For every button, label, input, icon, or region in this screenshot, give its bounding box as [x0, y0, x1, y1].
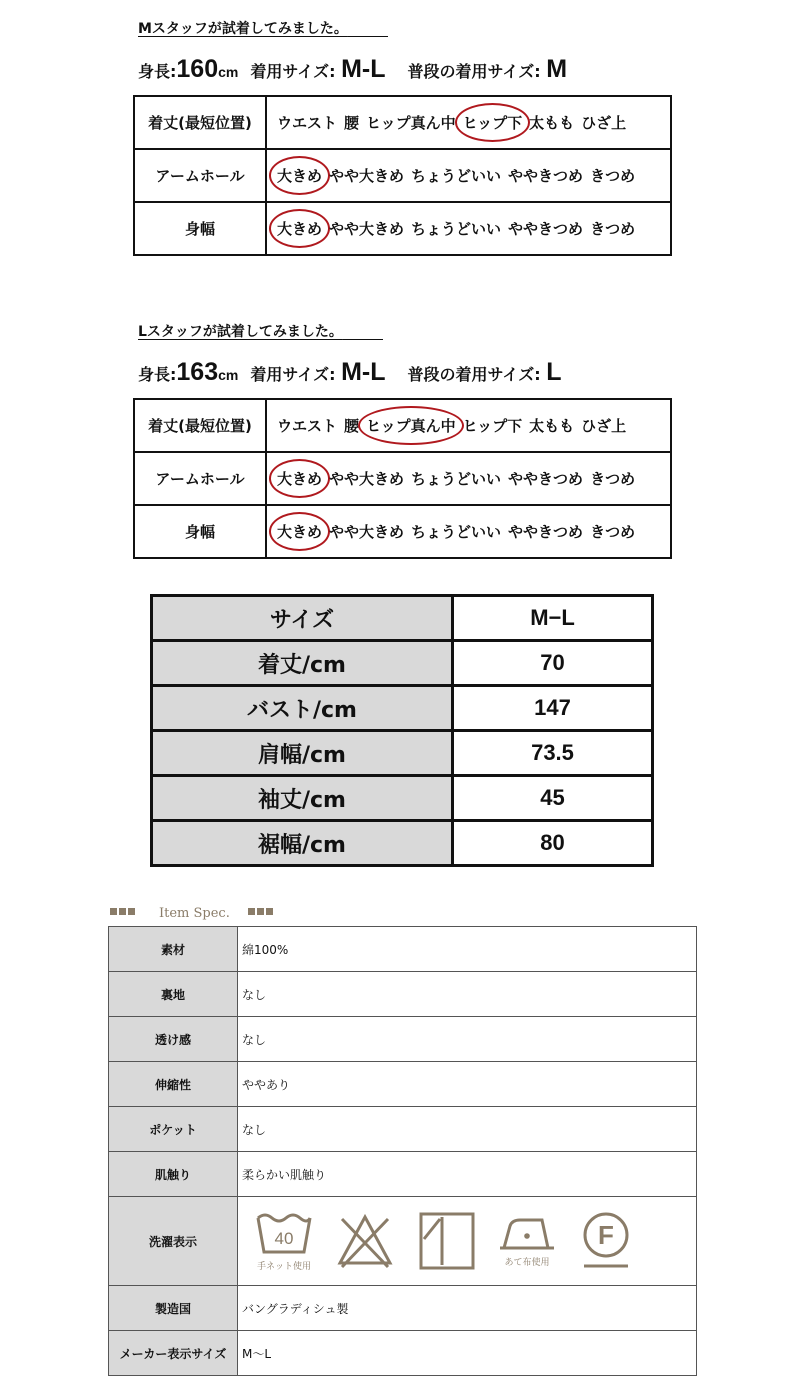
spec-value: なし	[238, 972, 697, 1017]
spec-row	[109, 1107, 697, 1152]
size-value: 70	[453, 641, 653, 686]
size-row	[152, 776, 653, 821]
spec-row	[109, 1286, 697, 1331]
fit-option: きつめ	[590, 220, 636, 238]
item-spec-title: Item Spec.	[159, 906, 230, 921]
fit-row-label: 身幅	[134, 202, 266, 255]
spec-value: 綿100%	[238, 927, 697, 972]
fit-option: ややきつめ	[508, 470, 584, 488]
fit-option: きつめ	[590, 167, 636, 185]
spec-row	[109, 927, 697, 972]
item-spec-table	[108, 926, 697, 1376]
spec-label: 製造国	[109, 1286, 238, 1331]
spec-row	[109, 1017, 697, 1062]
size-row	[152, 596, 653, 641]
usual-size-label: 普段の着用サイズ:	[407, 365, 541, 384]
staff-m-fit-table	[133, 95, 672, 256]
item-spec-heading	[110, 902, 275, 922]
spec-value: なし	[238, 1107, 697, 1152]
size-key: サイズ	[152, 596, 453, 641]
fit-option: ちょうどいい	[411, 220, 502, 238]
fit-option: やや大きめ	[329, 220, 405, 238]
spec-row-care	[109, 1197, 697, 1286]
fit-options	[266, 399, 671, 452]
wash-caption: 手ネット使用	[256, 1262, 311, 1272]
staff-l-title: Lスタッフが試着してみました。	[138, 321, 383, 341]
fit-option: やや大きめ	[329, 523, 405, 541]
spec-value: M〜L	[238, 1331, 697, 1376]
spec-row	[109, 1152, 697, 1197]
height-unit: cm	[218, 367, 239, 383]
spec-row	[109, 1331, 697, 1376]
staff-l-stats	[138, 358, 561, 387]
fit-option: ひざ上	[581, 417, 627, 435]
fit-option: ヒップ真ん中	[366, 114, 456, 132]
spec-row	[109, 1062, 697, 1107]
fit-option: 腰	[344, 417, 360, 435]
worn-size-value: M-L	[341, 55, 386, 83]
staff-m-title: Mスタッフが試着してみました。	[138, 18, 388, 38]
fit-option: やや大きめ	[329, 167, 405, 185]
wash-temp-number: 40	[274, 1229, 294, 1248]
fit-row-label: 着丈(最短位置)	[134, 399, 266, 452]
spec-value: 柔らかい肌触り	[238, 1152, 697, 1197]
fit-options	[266, 96, 671, 149]
fit-option: ややきつめ	[508, 220, 584, 238]
fit-option-selected: 大きめ	[277, 167, 323, 185]
size-value: 80	[453, 821, 653, 866]
size-table	[150, 594, 654, 867]
size-value: 147	[453, 686, 653, 731]
fit-option-selected: 大きめ	[277, 523, 323, 541]
fit-options	[266, 452, 671, 505]
size-key: 袖丈/cm	[152, 776, 453, 821]
size-key: 裾幅/cm	[152, 821, 453, 866]
size-value: M−L	[453, 596, 653, 641]
size-value: 73.5	[453, 731, 653, 776]
fit-row	[134, 452, 671, 505]
fit-row	[134, 202, 671, 255]
size-row	[152, 731, 653, 776]
fit-options	[266, 202, 671, 255]
size-value: 45	[453, 776, 653, 821]
height-value: 163	[176, 358, 219, 386]
spec-label: 肌触り	[109, 1152, 238, 1197]
size-row	[152, 686, 653, 731]
worn-size-label: 着用サイズ:	[250, 365, 336, 384]
fit-options	[266, 149, 671, 202]
fit-row	[134, 96, 671, 149]
usual-size-value: M	[546, 55, 568, 83]
fit-option: 太もも	[529, 114, 575, 132]
fit-option: ちょうどいい	[411, 167, 502, 185]
care-symbols	[238, 1197, 697, 1286]
fit-row	[134, 149, 671, 202]
height-label: 身長:	[138, 365, 177, 384]
fit-option: ヒップ下	[462, 417, 523, 435]
spec-label: 伸縮性	[109, 1062, 238, 1107]
fit-option: ややきつめ	[508, 167, 584, 185]
height-value: 160	[176, 55, 219, 83]
spec-label: 素材	[109, 927, 238, 972]
iron-caption: あて布使用	[504, 1258, 550, 1268]
size-key: 着丈/cm	[152, 641, 453, 686]
fit-option-selected: ヒップ真ん中	[366, 417, 456, 435]
spec-value: なし	[238, 1017, 697, 1062]
fit-option: やや大きめ	[329, 470, 405, 488]
fit-option: ひざ上	[581, 114, 627, 132]
spec-row	[109, 972, 697, 1017]
dry-clean-f-icon	[578, 1211, 634, 1271]
fit-options	[266, 505, 671, 558]
fit-option-selected: ヒップ下	[462, 114, 523, 132]
fit-row	[134, 505, 671, 558]
worn-size-label: 着用サイズ:	[250, 62, 336, 81]
dry-clean-letter: F	[598, 1220, 614, 1250]
spec-label: メーカー表示サイズ	[109, 1331, 238, 1376]
spec-value: バングラディシュ製	[238, 1286, 697, 1331]
size-key: バスト/cm	[152, 686, 453, 731]
fit-row-label: 身幅	[134, 505, 266, 558]
size-row	[152, 821, 653, 866]
fit-row-label: 着丈(最短位置)	[134, 96, 266, 149]
fit-row-label: アームホール	[134, 452, 266, 505]
fit-option: きつめ	[590, 470, 636, 488]
staff-l-fit-table	[133, 398, 672, 559]
iron-low-cloth-icon	[500, 1214, 554, 1268]
usual-size-value: L	[546, 358, 562, 386]
spec-label: ポケット	[109, 1107, 238, 1152]
fit-option: ウエスト	[277, 114, 338, 132]
fit-option-selected: 大きめ	[277, 470, 323, 488]
line-dry-icon	[418, 1211, 476, 1271]
fit-option-selected: 大きめ	[277, 220, 323, 238]
fit-option: 腰	[344, 114, 360, 132]
usual-size-label: 普段の着用サイズ:	[407, 62, 541, 81]
fit-option: きつめ	[590, 523, 636, 541]
spec-label: 裏地	[109, 972, 238, 1017]
fit-row-label: アームホール	[134, 149, 266, 202]
size-key: 肩幅/cm	[152, 731, 453, 776]
fit-option: ウエスト	[277, 417, 338, 435]
wash-40-net-icon	[256, 1210, 312, 1272]
no-bleach-icon	[336, 1213, 394, 1269]
fit-option: ややきつめ	[508, 523, 584, 541]
worn-size-value: M-L	[341, 358, 386, 386]
spec-label: 洗濯表示	[109, 1197, 238, 1286]
fit-option: 太もも	[529, 417, 575, 435]
spec-label: 透け感	[109, 1017, 238, 1062]
height-unit: cm	[218, 64, 239, 80]
spec-value: ややあり	[238, 1062, 697, 1107]
size-row	[152, 641, 653, 686]
fit-row	[134, 399, 671, 452]
fit-option: ちょうどいい	[411, 523, 502, 541]
staff-m-stats	[138, 55, 567, 84]
fit-option: ちょうどいい	[411, 470, 502, 488]
height-label: 身長:	[138, 62, 177, 81]
